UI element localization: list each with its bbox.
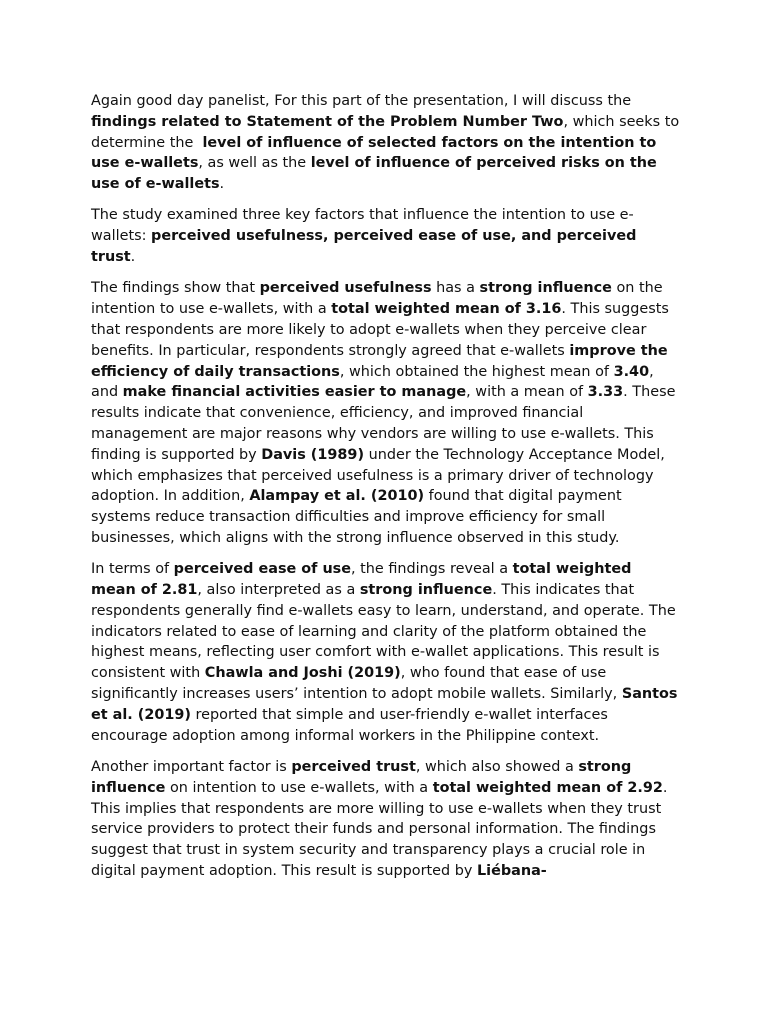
text-run: Again good day panelist, For this part of the presentation, I will discuss the <box>91 93 636 109</box>
text-run: . <box>219 176 225 193</box>
text-run: reported that simple and user-friendly e-wallet interfaces encourage adoption among informal workers in the Philippine context. <box>91 706 613 744</box>
paragraph-perceived-trust <box>91 757 681 882</box>
text-run: , which seeks to determine the <box>91 113 684 151</box>
bold-text-run: total weighted mean of 2.81 <box>91 561 637 599</box>
bold-text-run: Davis (1989) <box>261 446 365 463</box>
text-run: , with a mean of <box>466 384 588 401</box>
text-run: , which obtained the highest mean of <box>339 363 614 380</box>
bold-text-run: improve the efficiency of daily transactions <box>91 342 673 380</box>
bold-text-run: Santos et al. (2019) <box>91 686 683 723</box>
bold-text-run: level of influence of perceived risks on the use of e-wallets <box>91 155 662 193</box>
bold-text-run: strong influence <box>91 758 637 796</box>
text-run: , as well as the <box>198 155 311 172</box>
bold-text-run: make financial activities easier to manage <box>122 384 467 401</box>
text-run: In terms of <box>91 561 174 578</box>
text-run: . This indicates that respondents generally find e-wallets easy to learn, understand, and operate. The indicators related to ease of learning and clarity of the platform obtained the highest means, reflecting user comfort with e-wallet applications. This result is consistent with <box>91 582 681 682</box>
text-run: , also interpreted as a <box>197 582 360 599</box>
text-run: on intention to use e-wallets, with a <box>165 779 433 796</box>
text-run: . These results indicate that convenience, efficiency, and improved financial management are major reasons why vendors are willing to use e-wallets. This finding is supported by <box>91 384 680 463</box>
text-run: . This suggests that respondents are more likely to adopt e-wallets when they perceive clear benefits. In particular, respondents strongly agreed that e-wallets <box>91 301 674 359</box>
bold-text-run: perceived ease of use <box>173 561 352 578</box>
bold-text-run: Liébana- <box>476 862 547 879</box>
text-run: The study examined three key factors that influence the intention to use e-wallets: <box>91 207 634 245</box>
paragraph-perceived-usefulness <box>91 278 681 548</box>
text-run: on the intention to use e-wallets, with a <box>91 280 668 318</box>
bold-text-run: perceived usefulness, perceived ease of use, and perceived trust <box>91 228 642 266</box>
text-run: The findings show that <box>91 280 260 297</box>
bold-text-run: total weighted mean of 2.92 <box>432 779 663 796</box>
text-run: . <box>130 249 136 266</box>
paragraph-perceived-ease-of-use <box>91 559 681 746</box>
bold-text-run: Alampay et al. (2010) <box>249 488 425 505</box>
bold-text-run: strong influence <box>359 582 493 599</box>
text-run: under the Technology Acceptance Model, which emphasizes that perceived usefulness is a primary driver of technology adoption. In addition, <box>91 446 670 505</box>
text-run: has a <box>431 280 480 297</box>
bold-text-run: Chawla and Joshi (2019) <box>204 665 401 682</box>
text-run: found that digital payment systems reduce transaction difficulties and improve efficiency for small businesses, which aligns with the strong influence observed in this study. <box>91 488 627 546</box>
paragraph-intro <box>91 91 684 195</box>
bold-text-run: 3.33 <box>587 384 624 401</box>
text-run: , which also showed a <box>415 758 579 775</box>
text-run: Another important factor is <box>91 758 292 775</box>
bold-text-run: 3.40 <box>613 363 650 380</box>
bold-text-run: perceived trust <box>291 758 416 775</box>
document-page <box>91 91 684 892</box>
bold-text-run: perceived usefulness <box>259 280 432 297</box>
text-run: , the findings reveal a <box>351 561 513 578</box>
text-run: . This implies that respondents are more willing to use e-wallets when they trust service providers to protect their funds and personal information. The findings suggest that trust in system security and transparency plays a crucial role in digital payment adoption. This result is supported by <box>91 779 673 879</box>
text-run: , who found that ease of use significantly increases users’ intention to adopt mobile wallets. Similarly, <box>91 665 622 703</box>
bold-text-run: findings related to Statement of the Problem Number Two <box>91 113 564 130</box>
bold-text-run: strong influence <box>479 280 612 297</box>
bold-text-run: level of influence of selected factors on the intention to use e-wallets <box>91 134 662 172</box>
bold-text-run: total weighted mean of 3.16 <box>331 301 562 318</box>
paragraph-key-factors <box>91 205 681 267</box>
text-run: , and <box>91 363 659 401</box>
